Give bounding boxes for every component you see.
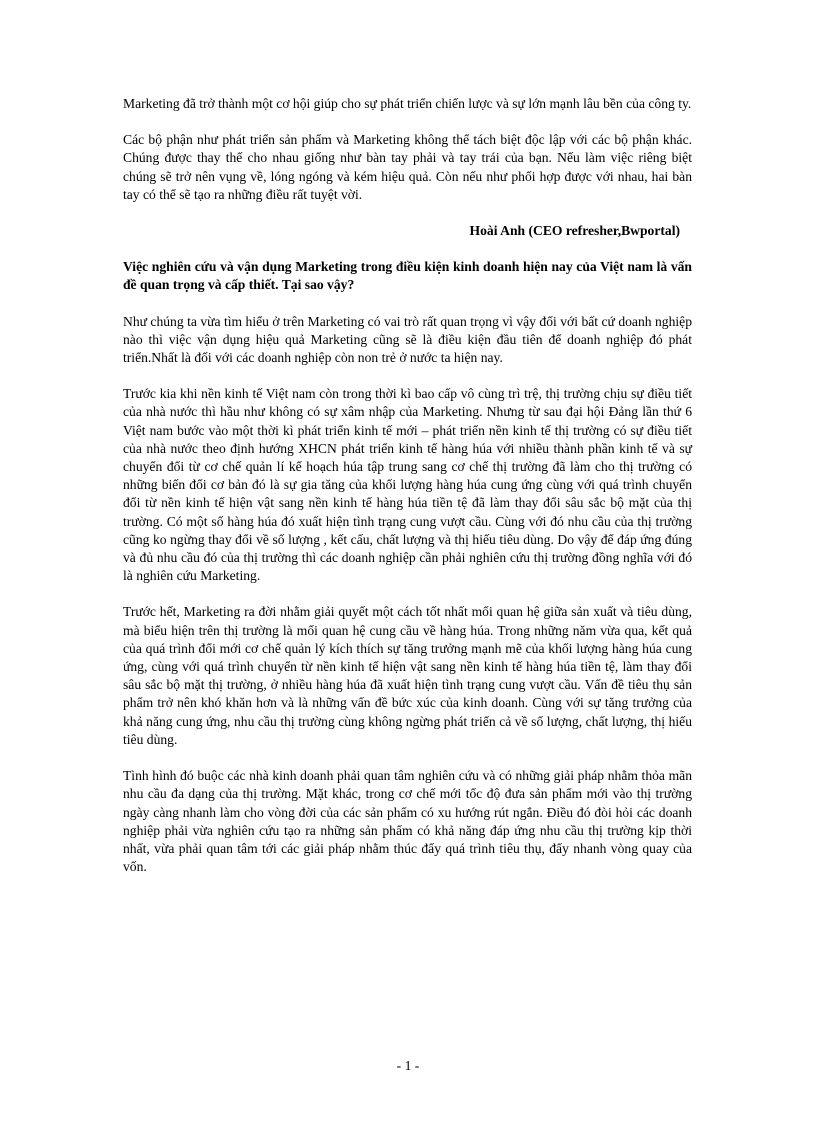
paragraph-spacer [123,749,692,767]
paragraph-history: Trước kia khi nền kinh tế Việt nam còn trong thời kì bao cấp vô cùng trì trệ, thị trường chịu sự điều tiết của nhà nước thì hầu như không có sự xâm nhập của Marketing. Nhưng từ sau đại hội Đảng lần thứ 6 Việt nam bước vào một thời kì phát triển kinh tế mới – phát triển nền kinh tế thị trường có sự điều tiết của nhà nước theo định hướng XHCN phát triển kinh tế hàng húa với nhiều thành phần kinh tế và sự chuyển đổi từ cơ chế quản lí kế hoạch húa tập trung sang cơ chế thị trường đã làm cho thị trường có những biến đổi cơ bản đó là sự gia tăng của khối lượng hàng húa cung ứng cùng với quá trình chuyển đổi từ nền kinh tế hiện vật sang nền kinh tế hàng húa tiền tệ đã làm thay đổi sâu sắc bộ mặt của thị trường. Có một số hàng húa đó xuất hiện tình trạng cung vượt cầu. Cùng với đó nhu cầu của thị trường cũng ko ngừng thay đổi về số lượng , kết cấu, chất lượng và thị hiếu tiêu dùng. Do vậy để đáp ứng đúng và đủ nhu cầu đó của thị trường thì các doanh nghiệp cần phải nghiên cứu thị trường đồng nghĩa với đó là nghiên cứu Marketing. [123,386,692,584]
paragraph-spacer [123,367,692,385]
paragraph-spacer [123,295,692,313]
author-signature: Hoài Anh (CEO refresher,Bwportal) [469,223,680,239]
page-number: - 1 - [396,1058,420,1073]
paragraph-spacer [123,204,692,222]
section-heading: Việc nghiên cứu và vận dụng Marketing trong điều kiện kinh doanh hiện nay của Việt nam là vấn đề quan trọng và cấp thiết. Tại sao vậy? [123,259,692,293]
paragraph-intro: Marketing đã trở thành một cơ hội giúp cho sự phát triển chiến lược và sự lớn mạnh lâu bền của công ty. [123,96,692,111]
paragraph-first-of-all: Trước hết, Marketing ra đời nhằm giải quyết một cách tốt nhất mối quan hệ giữa sản xuất và tiêu dùng, mà biểu hiện trên thị trường là mối quan hệ cung cầu về hàng húa. Trong những năm vừa qua, kết quả của quá trình đổi mới cơ chế quản lý kích thích sự tăng trưởng mạnh mẽ của khối lượng hàng húa cung ứng, cùng với quá trình chuyển từ nền kinh tế hiện vật sang nền kinh tế hàng húa tiền tệ, làm thay đổi sâu sắc bộ mặt thị trường, ở nhiều hàng húa đã xuất hiện tình trạng cung vượt cầu. Vấn đề tiêu thụ sản phẩm trở nên khó khăn hơn và là những vấn đề bức xúc của kinh doanh. Cùng với sự tăng trưởng của khả năng cung ứng, nhu cầu thị trường cùng không ngừng phát triển cả về số lượng, chất lượng, thị hiếu tiêu dùng. [123,604,692,747]
paragraph-departments: Các bộ phận như phát triển sản phẩm và Marketing không thể tách biệt độc lập với các bộ phận khác. Chúng được thay thế cho nhau giống như bàn tay phải và tay trái của bạn. Nếu làm việc riêng biệt chúng sẽ trở nên vụng về, lóng ngóng và kém hiệu quả. Còn nếu như phối hợp được với nhau, hai bàn tay có thể sẽ tạo ra những điều rất tuyệt vời. [123,132,692,202]
document-body [123,95,692,876]
paragraph-spacer [123,585,692,603]
paragraph-situation: Tình hình đó buộc các nhà kinh doanh phải quan tâm nghiên cứu và có những giải pháp nhằm thỏa mãn nhu cầu đa dạng của thị trường. Mặt khác, trong cơ chế mới tốc độ đưa sản phẩm mới vào thị trường ngày càng nhanh làm cho vòng đời của các sản phẩm có xu hướng rút ngắn. Điều đó đòi hỏi các doanh nghiệp phải vừa nghiên cứu tạo ra những sản phẩm có khả năng đáp ứng nhu cầu thị trường kịp thời nhất, vừa phải quan tâm tới các giải pháp nhằm thúc đẩy quá trình tiêu thụ, đẩy nhanh vòng quay của vốn. [123,768,692,875]
paragraph-spacer [123,240,692,258]
paragraph-role-of-marketing: Như chúng ta vừa tìm hiểu ở trên Marketing có vai trò rất quan trọng vì vậy đối với bất cứ doanh nghiệp nào thì việc vận dụng hiệu quả Marketing cũng sẽ là điều kiện đầu tiên để doanh nghiệp đó phát triển.Nhất là đối với các doanh nghiệp còn non trẻ ở nước ta hiện nay. [123,313,692,366]
paragraph-spacer [123,113,692,131]
